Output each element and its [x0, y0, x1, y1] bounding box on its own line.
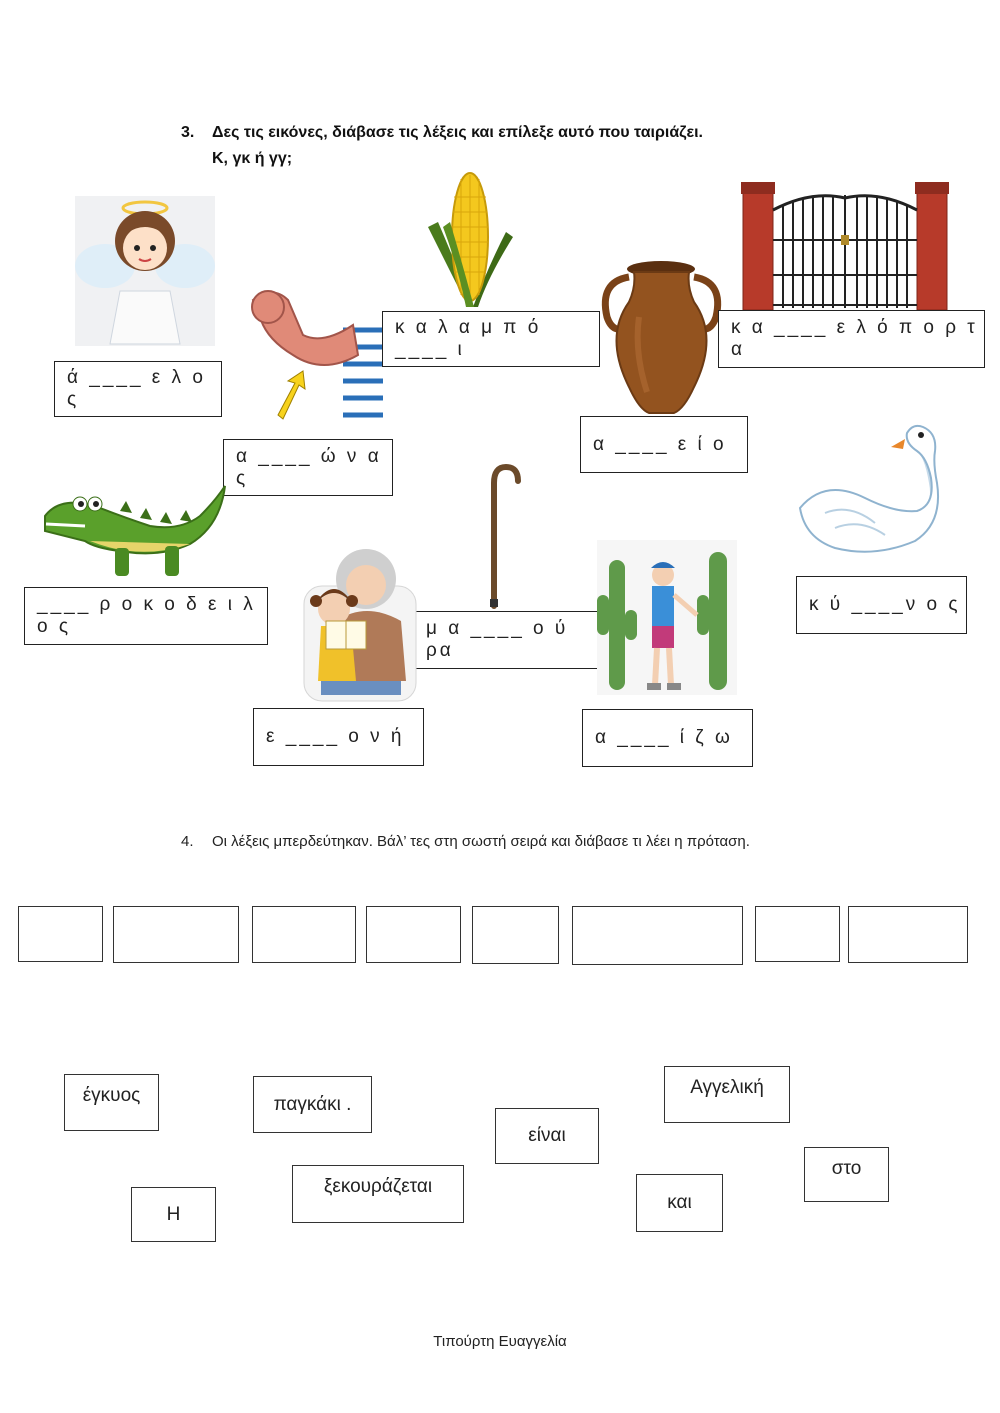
answer-slot-5[interactable]: [472, 906, 559, 964]
word-agizo: α ____ ί ζ ω: [595, 727, 733, 748]
word-box-kalampoki[interactable]: [382, 311, 600, 367]
word-box-agonas[interactable]: [223, 439, 393, 496]
word-card-aggeliki-label: Αγγελική: [690, 1077, 764, 1098]
answer-slot-3[interactable]: [252, 906, 356, 963]
word-angelos: ά ____ ε λ ο ς: [67, 367, 206, 410]
word-kyknos: κ ύ ____ν ο ς: [809, 594, 961, 615]
word-card-H-label: Η: [166, 1203, 181, 1225]
answer-slot-7[interactable]: [755, 906, 840, 962]
word-box-kagkeloporta[interactable]: [718, 310, 985, 368]
word-card-aggeliki[interactable]: [664, 1066, 790, 1123]
word-card-egkyos-label: έγκυος: [82, 1085, 141, 1106]
word-card-sto-label: στο: [831, 1158, 862, 1179]
grandmother-icon: [296, 541, 421, 706]
gate-icon: [741, 180, 951, 310]
word-card-kai[interactable]: [636, 1174, 723, 1232]
exercise-3-line2: Κ, γκ ή γγ;: [212, 150, 293, 167]
word-card-einai-label: είναι: [528, 1125, 566, 1146]
word-box-ampeio[interactable]: [580, 416, 748, 473]
exercise-3-heading: [181, 124, 194, 142]
answer-slot-1[interactable]: [18, 906, 103, 962]
exercise-3-line1: Δες τις εικόνες, διάβασε τις λέξεις και επίλεξε αυτό που ταιριάζει.: [212, 124, 703, 141]
word-card-einai[interactable]: [495, 1108, 599, 1164]
word-box-angelos[interactable]: [54, 361, 222, 417]
answer-slot-8[interactable]: [848, 906, 968, 963]
exercise-4-instruction: Οι λέξεις μπερδεύτηκαν. Βάλ’ τες στη σωστή σειρά και διάβασε τι λέει η πρόταση.: [212, 833, 750, 850]
word-matsoura: μ α ____ ο ύ ρα: [426, 618, 569, 661]
word-agonas: α ____ ώ ν α ς: [236, 445, 382, 489]
word-card-H[interactable]: [131, 1187, 216, 1242]
word-box-matsoura[interactable]: [413, 611, 599, 669]
crocodile-icon: [40, 486, 230, 586]
exercise-4-number: 4.: [181, 833, 194, 850]
word-card-egkyos[interactable]: [64, 1074, 159, 1131]
word-eggoni: ε ____ ο ν ή: [266, 726, 405, 747]
author-footer: Τιπούρτη Ευαγγελία: [433, 1333, 567, 1350]
word-card-pagkaki-label: παγκάκι .: [273, 1093, 352, 1115]
answer-slot-2[interactable]: [113, 906, 239, 963]
word-krokodeilos: ____ ρ ο κ ο δ ε ι λ ο ς: [37, 594, 256, 637]
word-box-eggoni[interactable]: [253, 708, 424, 766]
corn-icon: [418, 167, 518, 312]
word-card-xekourazetai[interactable]: [292, 1165, 464, 1223]
word-card-pagkaki[interactable]: [253, 1076, 372, 1133]
word-card-xekourazetai-label: ξεκουράζεται: [323, 1176, 433, 1197]
cane-icon: [484, 463, 524, 608]
word-kalampoki: κ α λ α μ π ό ____ ι: [395, 317, 542, 360]
swan-icon: [795, 423, 940, 558]
answer-slot-6[interactable]: [572, 906, 743, 965]
word-box-agizo[interactable]: [582, 709, 753, 767]
cactus-boy-icon: [597, 540, 737, 695]
word-box-kyknos[interactable]: [796, 576, 967, 634]
angel-icon: [75, 196, 215, 346]
arm-elbow-icon: [243, 285, 383, 435]
exercise-3-number: 3.: [181, 124, 195, 141]
word-kagkeloporta: κ α ____ ε λ ό π ο ρ τ α: [731, 317, 978, 360]
word-card-kai-label: και: [667, 1192, 692, 1213]
word-card-sto[interactable]: [804, 1147, 889, 1202]
answer-slot-4[interactable]: [366, 906, 461, 963]
word-ampeio: α ____ ε ί ο: [593, 433, 727, 455]
amphora-icon: [599, 257, 724, 417]
word-box-krokodeilos[interactable]: [24, 587, 268, 645]
